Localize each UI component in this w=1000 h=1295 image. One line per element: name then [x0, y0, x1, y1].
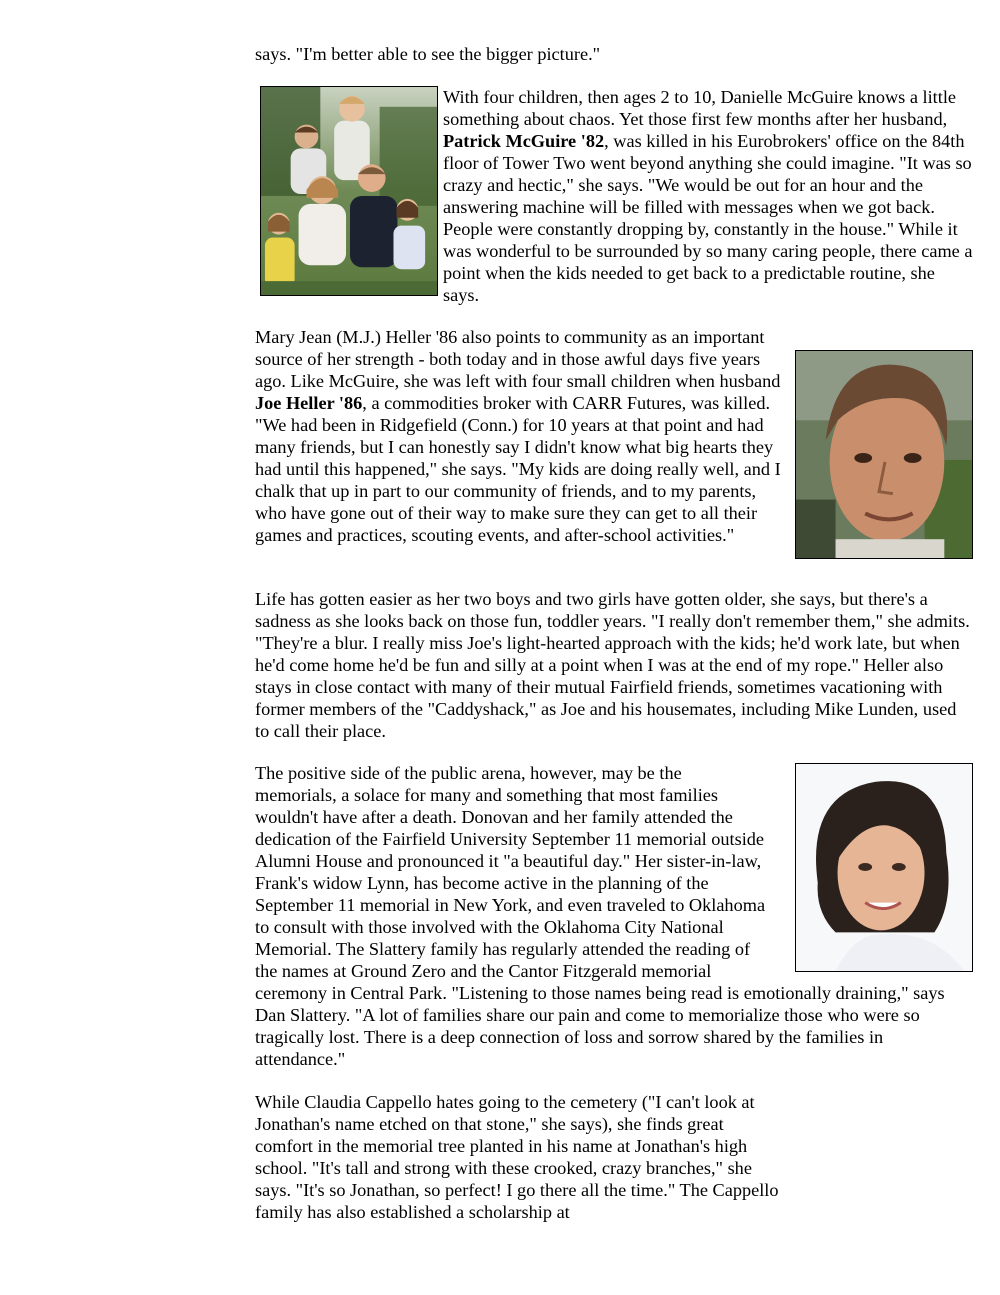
paragraph-mcguire — [443, 86, 973, 306]
text-run: With four children, then ages 2 to 10, Danielle McGuire knows a little something about chaos. Yet those first few months after her husband, — [443, 87, 957, 129]
text-run: , a commodities broker with CARR Futures, was killed. "We had been in Ridgefield (Conn.) for 10 years at that point and had many friends, but I can honestly say I didn't know what big hearts they had until this happened," she says. "My kids are doing really well, and I chalk that up in part to our community of friends, and to my parents, who have gone out of their way to make sure they can get to all their games and practices, scouting events, and after-school activities." — [255, 393, 781, 545]
text-run: The positive side of the public arena, however, may be the memorials, a solace for many and something that most families wouldn't have after a death. Donovan and her family attended the dedication of the Fairfield University September 11 memorial outside Alumni House and pronounced it "a beautiful day." Her sister-in-law, Frank's widow Lynn, has become active in the planning of the September 11 memorial in New York, and even traveled to Oklahoma to consult with those involved with the Oklahoma City National Memorial. The Slattery family has regularly attended the reading of the names at Ground Zero and the Cantor Fitzgerald memorial ceremony in Central Park. "Listening to those names being read is emotionally draining," says Dan Slattery. "A lot of families share our pain and come to memorialize those who were so tragically lost. There is a deep connection of loss and sorrow shared by the families in attendance." — [255, 763, 945, 1069]
bold-name: Joe Heller '86 — [255, 393, 363, 413]
text-run: , was killed in his Eurobrokers' office on the 84th floor of Tower Two went beyond anything she could imagine. "It was so crazy and hectic," she says. "We would be out for an hour and the answering machine will be filled with messages when we got back. People were constantly dropping by, constantly in the house." While it was wonderful to be surrounded by so many caring people, there came a point when the kids needed to get back to a predictable routine, she says. — [443, 131, 973, 305]
paragraph-memorials — [255, 762, 973, 1070]
text-run: Mary Jean (M.J.) Heller '86 also points to community as an important source of her strength - both today and in those awful days five years ago. Like McGuire, she was left with four small children when husband — [255, 327, 781, 391]
paragraph-heller-continued: Life has gotten easier as her two boys and two girls have gotten older, she says, but there's a sadness as she looks back on those fun, toddler years. "I really don't remember them," she admits. "They're a blur. I really miss Joe's light-hearted approach with the kids; he'd work late, but when he'd come home he'd be fun and silly at a point when I was at the end of my rope." Heller also stays in close contact with many of their mutual Fairfield friends, sometimes vacationing with former members of the "Caddyshack," as Joe and his housemates, including Mike Lunden, used to call their place. — [255, 589, 970, 741]
paragraph-heller — [255, 326, 973, 565]
family-photo — [260, 86, 438, 296]
bold-name: Patrick McGuire '82 — [443, 131, 605, 151]
portrait-photo-man — [795, 350, 973, 559]
portrait-photo-woman — [795, 763, 973, 972]
paragraph-cappello: While Claudia Cappello hates going to the cemetery ("I can't look at Jonathan's name etched on that stone," she says), she finds great comfort in the memorial tree planted in his name at Jonathan's high school. "It's tall and strong with these crooked, crazy branches," she says. "It's so Jonathan, so perfect! I go there all the time." The Cappello family has also established a scholarship at — [255, 1092, 779, 1222]
paragraph-intro: says. "I'm better able to see the bigger picture." — [255, 44, 601, 64]
